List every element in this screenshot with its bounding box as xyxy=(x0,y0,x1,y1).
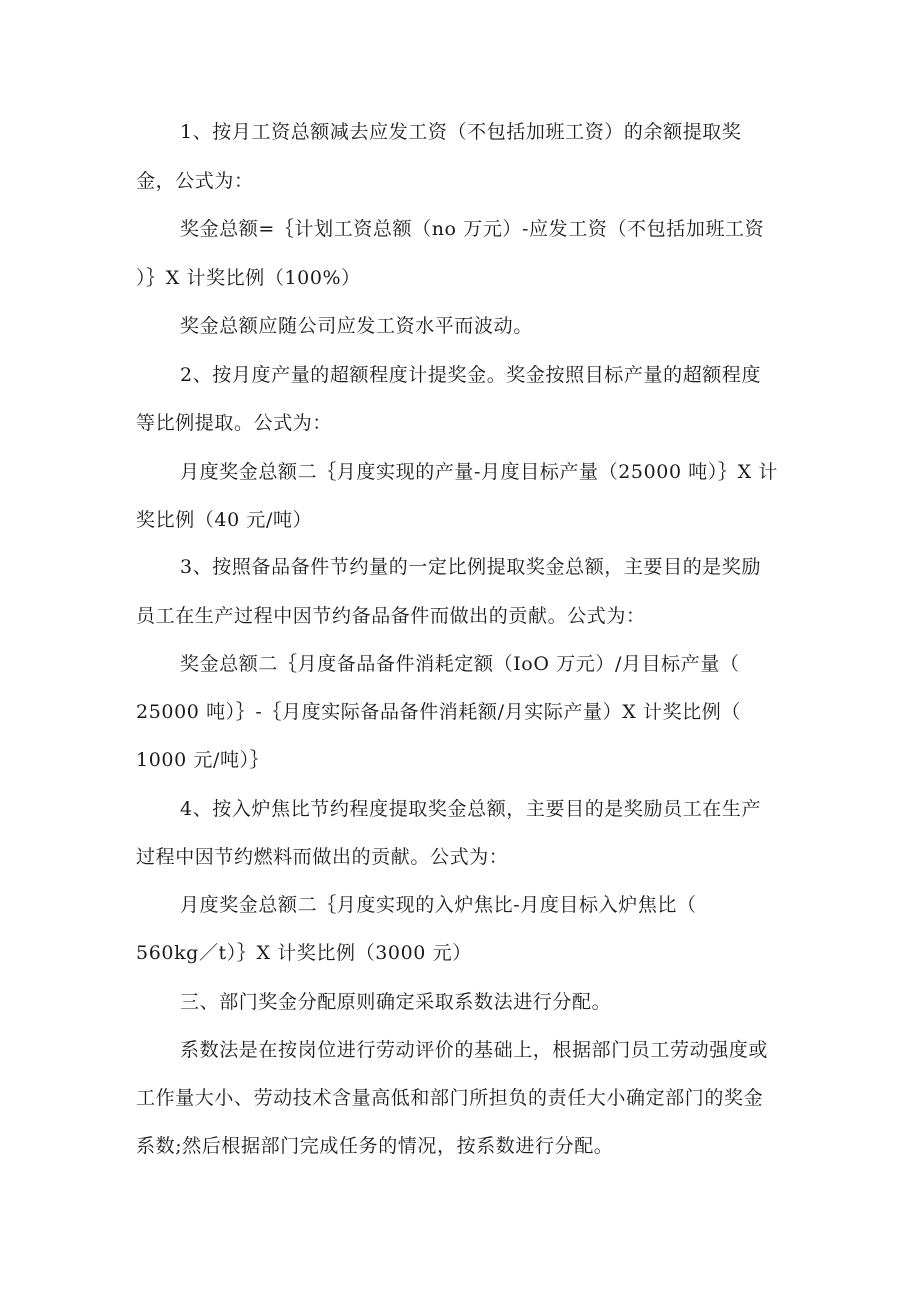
text-line: 1、按月工资总额减去应发工资（不包括加班工资）的余额提取奖 xyxy=(180,121,742,143)
text-line: 560kg／t）｝X 计奖比例（3000 元） xyxy=(136,942,472,964)
text-line: 员工在生产过程中因节约备品备件而做出的贡献。公式为： xyxy=(136,605,646,627)
text-line: 1000 元/吨）｝ xyxy=(136,749,270,771)
text-line: 月度奖金总额二｛月度实现的入炉焦比-月度目标入炉焦比（ xyxy=(180,894,697,916)
text-line: 奖金总额应随公司应发工资水平而波动。 xyxy=(180,315,533,337)
text-line: 金，公式为： xyxy=(136,170,254,192)
text-line: 奖比例（40 元/吨） xyxy=(136,509,313,531)
text-line: 3、按照备品备件节约量的一定比例提取奖金总额，主要目的是奖励 xyxy=(180,556,762,578)
text-line: 奖金总额=｛计划工资总额（no 万元）-应发工资（不包括加班工资 xyxy=(180,218,765,240)
text-line: 4、按入炉焦比节约程度提取奖金总额，主要目的是奖励员工在生产 xyxy=(180,798,762,820)
text-line: 月度奖金总额二｛月度实现的产量-月度目标产量（25000 吨）｝X 计 xyxy=(180,461,778,483)
text-line: 2、按月度产量的超额程度计提奖金。奖金按照目标产量的超额程度 xyxy=(180,364,762,386)
text-line: ）｝X 计奖比例（100%） xyxy=(136,267,361,289)
text-line: 系数;然后根据部门完成任务的情况，按系数进行分配。 xyxy=(136,1135,614,1157)
text-line: 等比例提取。公式为： xyxy=(136,412,333,434)
text-line: 系数法是在按岗位进行劳动评价的基础上，根据部门员工劳动强度或 xyxy=(180,1039,769,1061)
text-line: 工作量大小、劳动技术含量高低和部门所担负的责任大小确定部门的奖金 xyxy=(136,1087,764,1109)
text-line: 奖金总额二｛月度备品备件消耗定额（IoO 万元）/月目标产量（ xyxy=(180,653,740,675)
text-line: 25000 吨）｝-｛月度实际备品备件消耗额/月实际产量）X 计奖比例（ xyxy=(136,701,741,723)
text-line: 过程中因节约燃料而做出的贡献。公式为： xyxy=(136,846,509,868)
text-line: 三、部门奖金分配原则确定采取系数法进行分配。 xyxy=(180,991,612,1013)
